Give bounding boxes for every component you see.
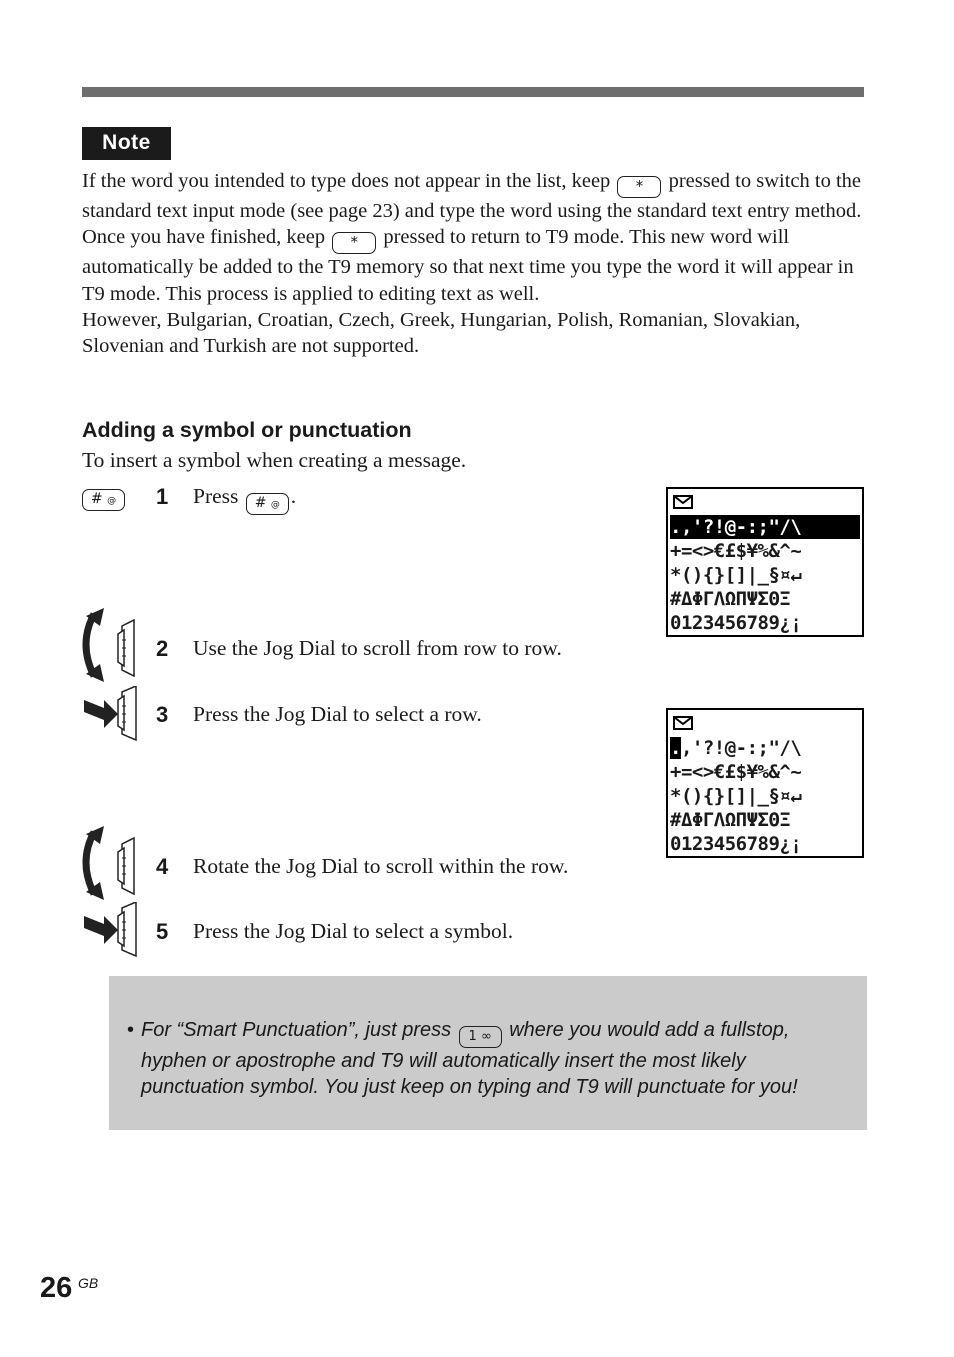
note-paragraph-1: If the word you intended to type does not appear in the list, keep * pressed to switch to the standard text input mode (see page 23) and type the word using the standard text entry method. Once you have finished, keep * pressed to return to T9 mode. This new word will automatically be added to the T9 memory so that next time you type the word it will appear in T9 mode. This process is applied to editing text as well.: [82, 170, 862, 305]
hash-key-icon: # @: [82, 486, 125, 511]
jog-dial-press-icon: [82, 686, 142, 744]
symbol-screen-row-selected: [666, 487, 864, 637]
symbol-screen-cell-selected: [666, 708, 864, 858]
symbol-row: .,'?!@-:;"/\: [670, 737, 802, 759]
note-paragraph-2: However, Bulgarian, Croatian, Czech, Greek, Hungarian, Polish, Romanian, Slovakian, Slovenian and Turkish are not supported.: [82, 308, 801, 358]
page-region-suffix: GB: [78, 1275, 99, 1291]
note-label: Note: [82, 127, 171, 160]
envelope-icon: [673, 716, 693, 730]
tip-box: [109, 976, 867, 1130]
section-intro: To insert a symbol when creating a message.: [82, 448, 467, 472]
star-key-icon: *: [332, 232, 376, 254]
symbol-row: +=<>€£$¥%&^~: [670, 540, 802, 562]
section-title: Adding a symbol or punctuation: [82, 418, 412, 442]
symbol-row: .,'?!@-:;"/\: [670, 515, 860, 539]
tip-text: For “Smart Punctuation”, just press 1 ∞ where you would add a fullstop, hyphen or apostrophe and T9 will automatically insert the most likely punctuation symbol. You just keep on typing and T9 will punctuate for you!: [141, 1019, 798, 1099]
symbol-row: *(){}[]|_§¤↵: [670, 785, 802, 807]
symbol-row: #ΔΦΓΛΩΠΨΣΘΞ: [670, 809, 791, 831]
hash-key-icon: # @: [246, 493, 289, 515]
symbol-row: 0123456789¿¡: [670, 833, 802, 855]
star-key-icon: *: [617, 176, 661, 198]
jog-dial-press-icon: [82, 902, 142, 960]
envelope-icon: [673, 495, 693, 509]
symbol-row: 0123456789¿¡: [670, 612, 802, 634]
selected-symbol-cell: .: [670, 737, 681, 759]
top-rule: [82, 87, 864, 97]
tip-bullet: •: [127, 1019, 135, 1041]
jog-dial-rotate-icon: [82, 606, 142, 684]
note-body: [82, 168, 872, 359]
one-key-icon: 1 ∞: [459, 1026, 502, 1048]
symbol-row: *(){}[]|_§¤↵: [670, 564, 802, 586]
page-number: 26: [40, 1272, 73, 1304]
jog-dial-rotate-icon: [82, 824, 142, 902]
symbol-row: +=<>€£$¥%&^~: [670, 761, 802, 783]
symbol-row: #ΔΦΓΛΩΠΨΣΘΞ: [670, 588, 791, 610]
